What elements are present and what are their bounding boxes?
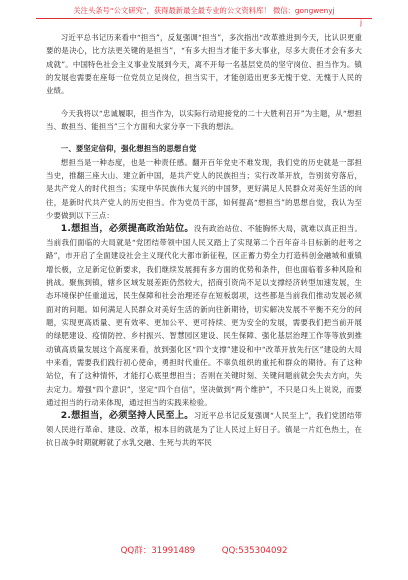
header-overflow: j [359,18,362,27]
point-heading: 1.想担当，必须提高政治站位。 [60,223,194,235]
paragraph [46,409,362,449]
paragraph: 想担当是一种态度，也是一种责任感。翻开百年党史不难发现，我们党的历史就是一部担当史，推翻三座大山、建立新中国，是共产党人的民族担当；实行改革开放，告别贫穷落后，是共产党人的时代担当；实现中华民族伟大复兴的中国梦，更好满足人民群众对美好生活的向往，是新时代共产党人的历史担当。作为党员干部，如何提高“想担当”的思想自觉，我认为至少要做到以下三点： [46,157,362,221]
header-text: 关注头条号“公文研究”，获得最新最全最专业的公文资料库！ 微信：gongwenyj [73,6,335,15]
section-heading: 一、要坚定信仰，强化想担当的思想自觉 [60,144,197,154]
point-heading: 2.想担当，必须坚持人民至上。 [60,410,194,422]
page-footer [0,544,408,556]
document-body [46,31,362,449]
paragraph [46,222,362,409]
point-text: 没有政治站位、不能胸怀大局，就难以真正担当。当前我们面临的大局就是“党团结带领中国人民又踏上了实现第二个百年奋斗目标新的赶考之路”，市开启了全面建设社会主义现代化大都市新征程，区正蓄力势全力打造科创金融城和重镇增长极，立足新定位新要求，我们继续发展拥有多方面的优势和条件，但也面临着多种风险和挑战。聚焦到镇，辖乡区域发展差距仍然较大，招商引资尚不足以支撑经济转型加速发展，生态环境保护任重道远，民生保障和社会治理还存在短板弱项，这些都是当前我们推动发展必须面对的问题。如何满足人民群众对美好生活的新向往新期待，切实解决发展不平衡不充分的问题，实现更高质量、更有效率、更加公平、更可持续、更为安全的发展，需要我们把当前开展的绿肥建设、疫情防控、乡村振兴、智慧园区建设、民生保障、强化基层治理工作等等放到推动镇高质量发展这个高度来看，放到强化区“四个支撑”建设和中“改革开放先行区”建设的大局中来看，需要我们践行初心使命，勇担时代重任。不辜负组织的重托和群众的期待。有了这种站位，有了这种情怀，才能打心底里想担当；否则在关键时刻、关键问题前就会失去方向，失去定力。增强“四个意识”，坚定“四个自信”，坚决做到“两个维护”，不只是口头上说说，而要通过担当的行动来体现，通过担当的实践来检验。 [46,224,362,407]
page-header [36,0,372,19]
footer-qq: QQ:535304092 [221,546,288,556]
paragraph: 习近平总书记历来看中“担当”，反复强调“担当”，多次指出“改革推进到今天，比认识更重要的是决心，比方法更关键的是担当”，“有多大担当才能干多大事业，尽多大责任才会有多大成就”。中国特色社会主义事业发展到今天，离不开每一名基层党员的坚守岗位、担当作为。镇的发展也需要在座每一位党员立足岗位，担当实干，才能创造出更多无愧于党、无愧于人民的业绩。 [46,33,362,96]
point-text: 习近平总书记反复强调“人民至上”，我们党团结带领人民进行革命、建设、改革，根本目的就是为了让人民过上好日子。镇是一片红色热土，在抗日战争时期就孵就了水乳交融、生死与共的军民 [46,411,362,447]
footer-qq-group: QQ群：31991489 [120,546,196,556]
paragraph: 今天我将以“忠诚履职，担当作为，以实际行动迎接党的二十大胜利召开”为主题，从“想担当、敢担当、能担当”三个方面和大家分享一下我的想法。 [46,108,362,132]
